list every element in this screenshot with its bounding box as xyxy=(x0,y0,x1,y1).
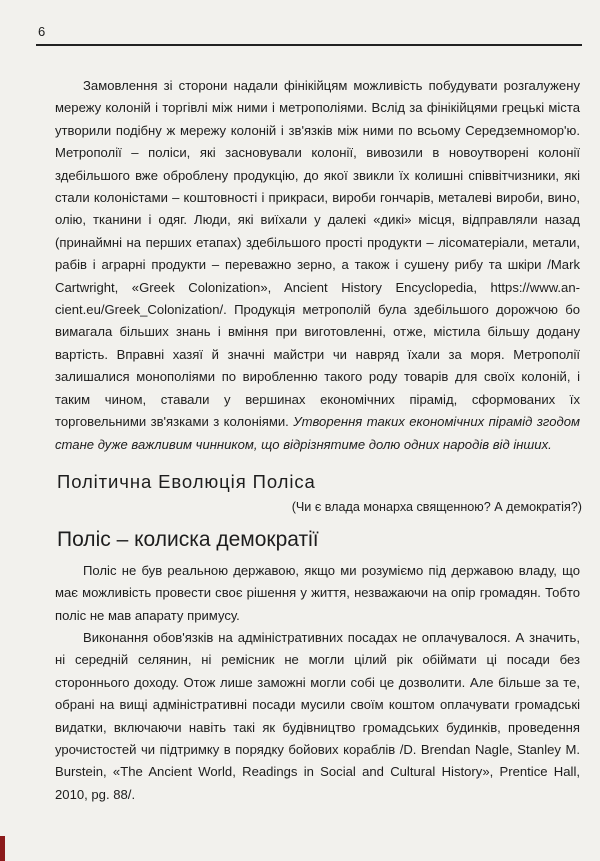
paragraph-colonies xyxy=(55,75,580,456)
section-subtitle: (Чи є влада монарха священною? А демократія?) xyxy=(291,500,582,514)
header-rule xyxy=(36,44,582,46)
paragraph-colonies-text: Замовлення зі сторони надали фінікійцям можливість побудувати розгалужену мережу колоній і торгівлі між ними і метрополіями. Вслід за фінікійцями грецькі міста утворили подібну ж мережу колоній і зв'язків між ними по всьому Середземномор'ю. Метрополії – поліси, які засновували колонії, вивозили в новоутворені колонії здебільшого вже оброблену продукцію, до якої звикли їх колишні співвітчизники, які стали колоністами – коштовності і прикраси, вироби гончарів, металеві вироби, вино, олію, тканини і одяг. Люди, які виїхали у далекі «дикі» місця, відправляли назад (принаймні на перших етапах) здебільшого прості продукти – лісоматеріали, метали, рабів і аграрні продукти – переважно зерно, а також і сушену рибу та шкіри /Mark Cartwright, «Greek Colonization», Ancient History Encyclopedia, https://www.an-cient.eu/Greek_Colonization/. Продукція метрополій була здебільшого дорожчою бо вимагала більших знань і вміння при виготовленні, отже, містила більшу додану вартість. Вправні хазяї й значні майстри чи навряд їхали за моря. Метрополії залишалися монополіями по виробленню такого роду товарів для своїх колоній, і таким чином, ставали у вершинах економічних пірамід, сформованих їх торговельними зв'язками з колоніями. xyxy=(55,78,580,430)
paragraph-colonies-italic: Утворення таких економічних пірамід згодом стане дуже важливим чинником, що відрізнятиме долю одних народів від інших. xyxy=(55,414,581,452)
paragraph-polis-state: Поліс не був реальною державою, якщо ми розуміємо під державою владу, що має можливість провести своє рішення у життя, незважаючи на опір громадян. Тобто поліс не мав апарату примусу. xyxy=(55,563,580,623)
page-number: 6 xyxy=(38,24,46,39)
chapter-title: Поліс – колиска демократії xyxy=(57,528,319,551)
section-title: Політична Еволюція Поліса xyxy=(57,471,316,492)
page-edge-mark xyxy=(0,836,5,861)
paragraph-administrative-duties: Виконання обов'язків на адміністративних посадах не оплачувалося. А значить, ні середній селянин, ні ремісник не могли цілий рік обіймати ці посади без стороннього доходу. Отож лише заможні могли собі це дозволити. Але більше за те, обрані на вищі адміністративні посади мусили своїм коштом оплачувати громадські видатки, включаючи навіть такі як будівництво громадських будинків, проведення урочистостей чи підтримку в порядку бойових кораблів /D. Brendan Nagle, Stanley M. Burstein, «The Ancient World, Readings in Social and Cultural History», Prentice Hall, 2010, pg. 88/. xyxy=(55,630,580,802)
